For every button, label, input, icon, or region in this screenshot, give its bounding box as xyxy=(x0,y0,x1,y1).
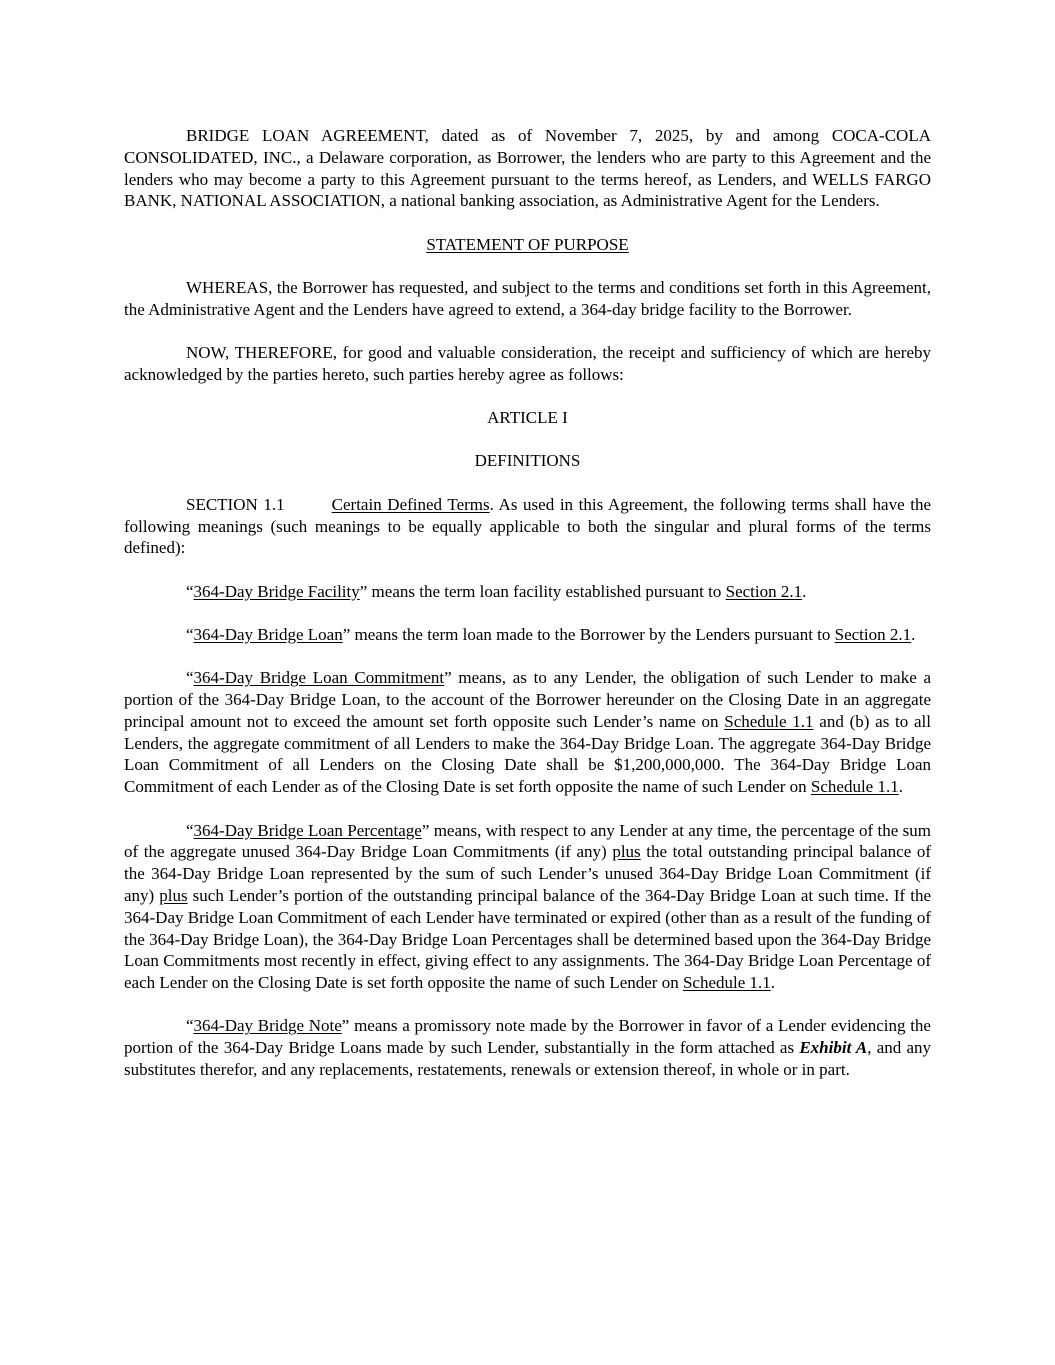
definitions-heading: DEFINITIONS xyxy=(474,451,581,471)
section-reference: Section 2.1 xyxy=(725,581,803,601)
section-text: . As used in this Agreement, the following terms shall have the following meanings (such meanings to be equally applicable to both the singular and plural forms of the terms defined): xyxy=(124,494,931,558)
definition-bridge-note: “364-Day Bridge Note” means a promissory note made by the Borrower in favor of a Lender evidencing the portion of the 364-Day Bridge Loans made by such Lender, substantially in the form attached as Exhibit A, and any substitutes therefor, and any replacements, restatements, renewals or extension thereof, in whole or in part. xyxy=(124,1016,932,1079)
exhibit-reference: Exhibit A xyxy=(799,1038,868,1058)
schedule-reference: Schedule 1.1 xyxy=(724,711,814,731)
whereas-paragraph: WHEREAS, the Borrower has requested, and subject to the terms and conditions set forth in this Agreement, the Administrative Agent and the Lenders have agreed to extend, a 364-day bridge facility to the Borrower. xyxy=(124,277,931,319)
intro-paragraph xyxy=(124,125,931,212)
schedule-reference: Schedule 1.1 xyxy=(682,973,771,993)
definition-bridge-facility: “364-Day Bridge Facility” means the term loan facility established pursuant to Section 2.1. xyxy=(186,581,807,601)
definition-bridge-loan-percentage: “364-Day Bridge Loan Percentage” means, with respect to any Lender at any time, the percentage of the sum of the aggregate unused 364-Day Bridge Loan Commitments (if any) plus the total outstanding principal balance of the 364-Day Bridge Loan represented by the sum of such Lender’s unused 364-Day Bridge Loan Commitment (if any) plus such Lender’s portion of the outstanding principal balance of the 364-Day Bridge Loan at such time. If the 364-Day Bridge Loan Commitment of each Lender have terminated or expired (other than as a result of the funding of the 364-Day Bridge Loan), the 364-Day Bridge Loan Percentages shall be determined based upon the 364-Day Bridge Loan Commitments most recently in effect, giving effect to any assignments. The 364-Day Bridge Loan Percentage of each Lender on the Closing Date is set forth opposite the name of such Lender on Schedule 1.1. xyxy=(124,820,932,993)
section-title: Certain Defined Terms xyxy=(331,494,490,514)
section-1-1-paragraph xyxy=(124,494,931,559)
definition-bridge-loan: “364-Day Bridge Loan” means the term loan made to the Borrower by the Lenders pursuant to Section 2.1. xyxy=(186,624,916,644)
defined-term: 364-Day Bridge Loan Commitment xyxy=(193,668,445,688)
section-reference: Section 2.1 xyxy=(834,624,912,644)
section-number: SECTION 1.1 xyxy=(186,494,285,514)
definition-bridge-loan-commitment: “364-Day Bridge Loan Commitment” means, as to any Lender, the obligation of such Lender to make a portion of the 364-Day Bridge Loan, to the account of the Borrower hereunder on the Closing Date in an aggregate principal amount not to exceed the amount set forth opposite such Lender’s name on Schedule 1.1 and (b) as to all Lenders, the aggregate commitment of all Lenders to make the 364-Day Bridge Loan. The aggregate 364-Day Bridge Loan Commitment of all Lenders on the Closing Date shall be $1,200,000,000. The 364-Day Bridge Loan Commitment of each Lender as of the Closing Date is set forth opposite the name of such Lender on Schedule 1.1. xyxy=(124,668,932,797)
schedule-reference: Schedule 1.1 xyxy=(810,777,899,797)
defined-term: 364-Day Bridge Facility xyxy=(193,581,360,601)
statement-of-purpose-heading: STATEMENT OF PURPOSE xyxy=(426,234,629,254)
plus-term: plus xyxy=(159,885,188,905)
article-heading: ARTICLE I xyxy=(487,408,568,428)
defined-term: 364-Day Bridge Loan Percentage xyxy=(193,820,422,840)
document-page xyxy=(124,125,931,1102)
intro-text: BRIDGE LOAN AGREEMENT, dated as of November 7, 2025, by and among COCA-COLA CONSOLIDATED, INC., a Delaware corporation, as Borrower, the lenders who are party to this Agreement and the lenders who may become a party to this Agreement pursuant to the terms hereof, as Lenders, and WELLS FARGO BANK, NATIONAL ASSOCIATION, a national banking association, as Administrative Agent for the Lenders. xyxy=(124,126,931,211)
plus-term: plus xyxy=(612,842,641,862)
defined-term: 364-Day Bridge Loan xyxy=(193,624,343,644)
now-therefore-paragraph: NOW, THEREFORE, for good and valuable consideration, the receipt and sufficiency of which are hereby acknowledged by the parties hereto, such parties hereby agree as follows: xyxy=(124,343,931,384)
defined-term: 364-Day Bridge Note xyxy=(193,1016,342,1036)
